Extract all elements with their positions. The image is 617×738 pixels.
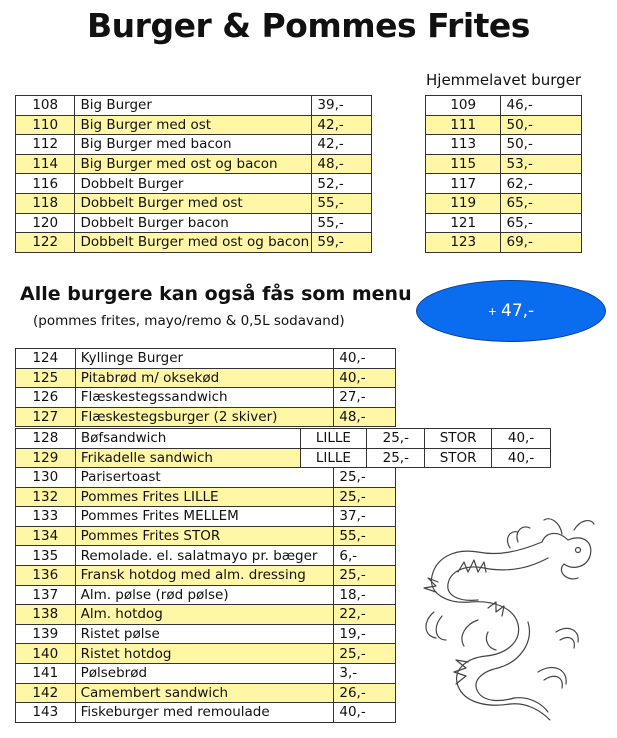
item-number: 126: [16, 388, 76, 408]
menu-subheading: (pommes frites, mayo/remo & 0,5L sodavand): [33, 313, 345, 329]
item-name: Big Burger: [75, 96, 312, 116]
item-number: 120: [16, 213, 75, 233]
table-row: [16, 174, 372, 194]
item-price: 6,-: [334, 546, 396, 566]
item-name: Parisertoast: [75, 468, 334, 488]
item-price: 40,-: [334, 703, 396, 723]
table-row: [16, 368, 396, 388]
table-row: [16, 683, 396, 703]
item-number: 135: [16, 546, 76, 566]
item-number: 139: [16, 624, 76, 644]
price-large: 40,-: [492, 448, 551, 468]
item-number: 140: [16, 644, 76, 664]
item-number: 129: [16, 448, 76, 468]
table-row: [426, 174, 582, 194]
item-number: 128: [16, 429, 76, 449]
table-row: [426, 135, 582, 155]
table-row: [16, 507, 396, 527]
dragon-illustration: [418, 512, 598, 724]
item-price: 25,-: [334, 468, 396, 488]
page-title: Burger & Pommes Frites: [87, 6, 530, 45]
table-row: [426, 115, 582, 135]
item-price: 40,-: [334, 368, 396, 388]
item-number: 117: [426, 174, 501, 194]
item-name: Alm. pølse (rød pølse): [75, 585, 334, 605]
item-number: 141: [16, 663, 76, 683]
item-name: Dobbelt Burger: [75, 174, 312, 194]
price-large: 40,-: [492, 429, 551, 449]
item-name: Pølsebrød: [75, 663, 334, 683]
item-name: Big Burger med ost: [75, 115, 312, 135]
table-row: [16, 233, 372, 253]
item-name: Bøfsandwich: [75, 429, 300, 449]
table-row: [16, 407, 396, 427]
price-small: 25,-: [367, 429, 425, 449]
item-price: 39,-: [312, 96, 372, 116]
item-name: Frikadelle sandwich: [75, 448, 300, 468]
table-row: [16, 115, 372, 135]
item-name: Dobbelt Burger med ost: [75, 193, 312, 213]
item-number: 132: [16, 487, 76, 507]
table-row: [16, 349, 396, 369]
item-name: Pommes Frites STOR: [75, 526, 334, 546]
item-price: 22,-: [334, 605, 396, 625]
item-price: 25,-: [334, 487, 396, 507]
item-number: 136: [16, 565, 76, 585]
item-number: 121: [426, 213, 501, 233]
item-price: 26,-: [334, 683, 396, 703]
item-number: 118: [16, 193, 75, 213]
item-price: 3,-: [334, 663, 396, 683]
item-price: 69,-: [501, 233, 582, 253]
table-row: [426, 193, 582, 213]
item-price: 65,-: [501, 213, 582, 233]
item-name: Dobbelt Burger bacon: [75, 213, 312, 233]
item-name: Flæskestegssandwich: [75, 388, 334, 408]
table-row: [16, 135, 372, 155]
price-small: 25,-: [367, 448, 425, 468]
item-price: 42,-: [312, 115, 372, 135]
burger-table: [15, 95, 372, 253]
hjemmelavet-title: Hjemmelavet burger: [426, 71, 582, 89]
item-price: 55,-: [312, 213, 372, 233]
item-number: 127: [16, 407, 76, 427]
item-name: Dobbelt Burger med ost og bacon: [75, 233, 312, 253]
size-table: [15, 428, 551, 468]
item-price: 25,-: [334, 644, 396, 664]
item-number: 122: [16, 233, 75, 253]
table-row: [16, 644, 396, 664]
item-number: 134: [16, 526, 76, 546]
item-name: Flæskestegsburger (2 skiver): [75, 407, 334, 427]
item-number: 114: [16, 154, 75, 174]
item-name: Fransk hotdog med alm. dressing: [75, 565, 334, 585]
table-row: [16, 448, 551, 468]
item-price: 48,-: [312, 154, 372, 174]
table-row: [16, 468, 396, 488]
item-name: Big Burger med ost og bacon: [75, 154, 312, 174]
item-name: Fiskeburger med remoulade: [75, 703, 334, 723]
item-price: 25,-: [334, 565, 396, 585]
item-name: Alm. hotdog: [75, 605, 334, 625]
item-number: 108: [16, 96, 75, 116]
item-price: 42,-: [312, 135, 372, 155]
menu-price-oval: [416, 280, 606, 342]
item-number: 123: [426, 233, 501, 253]
item-price: 46,-: [501, 96, 582, 116]
item-price: 27,-: [334, 388, 396, 408]
item-number: 133: [16, 507, 76, 527]
table-row: [426, 154, 582, 174]
item-number: 112: [16, 135, 75, 155]
item-price: 40,-: [334, 349, 396, 369]
table-row: [16, 193, 372, 213]
item-price: 19,-: [334, 624, 396, 644]
item-price: 37,-: [334, 507, 396, 527]
item-name: Ristet hotdog: [75, 644, 334, 664]
table-row: [16, 546, 396, 566]
item-number: 119: [426, 193, 501, 213]
item-number: 115: [426, 154, 501, 174]
size-label-large: STOR: [425, 429, 492, 449]
menu-table-top: [15, 348, 396, 427]
item-number: 124: [16, 349, 76, 369]
item-number: 125: [16, 368, 76, 388]
menu-table-bottom: [15, 467, 396, 723]
item-name: Camembert sandwich: [75, 683, 334, 703]
item-price: 48,-: [334, 407, 396, 427]
item-number: 116: [16, 174, 75, 194]
item-price: 50,-: [501, 115, 582, 135]
menu-heading: Alle burgere kan også fås som menu: [20, 283, 412, 305]
item-price: 18,-: [334, 585, 396, 605]
item-price: 50,-: [501, 135, 582, 155]
table-row: [16, 585, 396, 605]
table-row: [16, 526, 396, 546]
size-label-large: STOR: [425, 448, 492, 468]
table-row: [16, 487, 396, 507]
item-price: 52,-: [312, 174, 372, 194]
item-name: Remolade. el. salatmayo pr. bæger: [75, 546, 334, 566]
item-name: Pommes Frites MELLEM: [75, 507, 334, 527]
item-price: 53,-: [501, 154, 582, 174]
table-row: [16, 703, 396, 723]
table-row: [426, 213, 582, 233]
table-row: [16, 605, 396, 625]
size-label-small: LILLE: [300, 429, 367, 449]
item-price: 55,-: [312, 193, 372, 213]
item-name: Ristet pølse: [75, 624, 334, 644]
item-number: 138: [16, 605, 76, 625]
table-row: [16, 388, 396, 408]
item-number: 130: [16, 468, 76, 488]
item-number: 143: [16, 703, 76, 723]
item-number: 111: [426, 115, 501, 135]
size-label-small: LILLE: [300, 448, 367, 468]
table-row: [426, 96, 582, 116]
item-number: 113: [426, 135, 501, 155]
table-row: [16, 565, 396, 585]
table-row: [16, 154, 372, 174]
item-name: Kyllinge Burger: [75, 349, 334, 369]
table-row: [16, 624, 396, 644]
item-price: 59,-: [312, 233, 372, 253]
item-number: 110: [16, 115, 75, 135]
table-row: [16, 96, 372, 116]
item-name: Pitabrød m/ oksekød: [75, 368, 334, 388]
table-row: [426, 233, 582, 253]
item-number: 137: [16, 585, 76, 605]
menu-price: 47,-: [501, 301, 535, 321]
item-price: 62,-: [501, 174, 582, 194]
table-row: [16, 429, 551, 449]
item-name: Pommes Frites LILLE: [75, 487, 334, 507]
table-row: [16, 663, 396, 683]
item-number: 142: [16, 683, 76, 703]
item-price: 55,-: [334, 526, 396, 546]
table-row: [16, 213, 372, 233]
item-number: 109: [426, 96, 501, 116]
item-name: Big Burger med bacon: [75, 135, 312, 155]
item-price: 65,-: [501, 193, 582, 213]
hjemmelavet-table: [425, 95, 582, 253]
plus-sign: +: [487, 304, 498, 318]
